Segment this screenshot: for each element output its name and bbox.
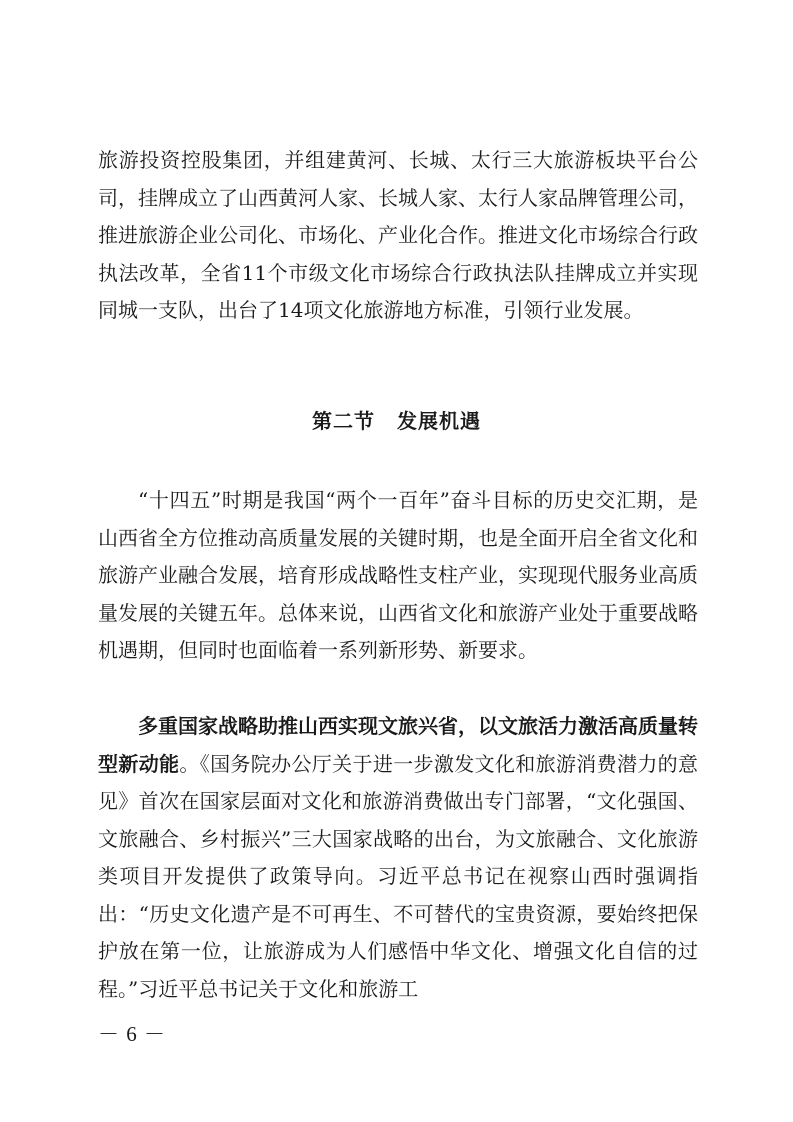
opportunity-paragraph: “十四五”时期是我国“两个一百年”奋斗目标的历史交汇期，是山西省全方位推动高质量发展的关键时期，也是全面开启全省文化和旅游产业融合发展，培育形成战略性支柱产业，实现现代服务业高质量发展的关键五年。总体来说，山西省文化和旅游产业处于重要战略机遇期，但同时也面临着一系列新形势、新要求。 (98, 488, 698, 662)
section-title: 发展机遇 (397, 409, 481, 433)
strategy-body: 。《国务院办公厅关于进一步激发文化和旅游消费潜力的意见》首次在国家层面对文化和旅游消费做出专门部署，“文化强国、文旅融合、乡村振兴”三大国家战略的出台，为文旅融合、文化旅游类项目开发提供了政策导向。习近平总书记在视察山西时强调指出：“历史文化遗产是不可再生、不可替代的宝贵资源，要始终把保护放在第一位，让旅游成为人们感悟中华文化、增强文化自信的过程。”习近平总书记关于文化和旅游工 (98, 751, 699, 1001)
strategy-paragraph (98, 708, 698, 1008)
strategy-bold-lead: 多重国家战略助推山西实现文旅兴省，以文旅活力激活高质量转型新动能 (98, 714, 698, 776)
continued-paragraph: 旅游投资控股集团，并组建黄河、长城、太行三大旅游板块平台公司，挂牌成立了山西黄河人家、长城人家、太行人家品牌管理公司，推进旅游企业公司化、市场化、产业化合作。推进文化市场综合行政执法改革，全省11个市级文化市场综合行政执法队挂牌成立并实现同城一支队，出台了14项文化旅游地方标准，引领行业发展。 (98, 148, 698, 322)
section-heading (0, 405, 793, 434)
page-number: － 6 － (98, 1022, 166, 1046)
section-number: 第二节 (312, 409, 375, 433)
